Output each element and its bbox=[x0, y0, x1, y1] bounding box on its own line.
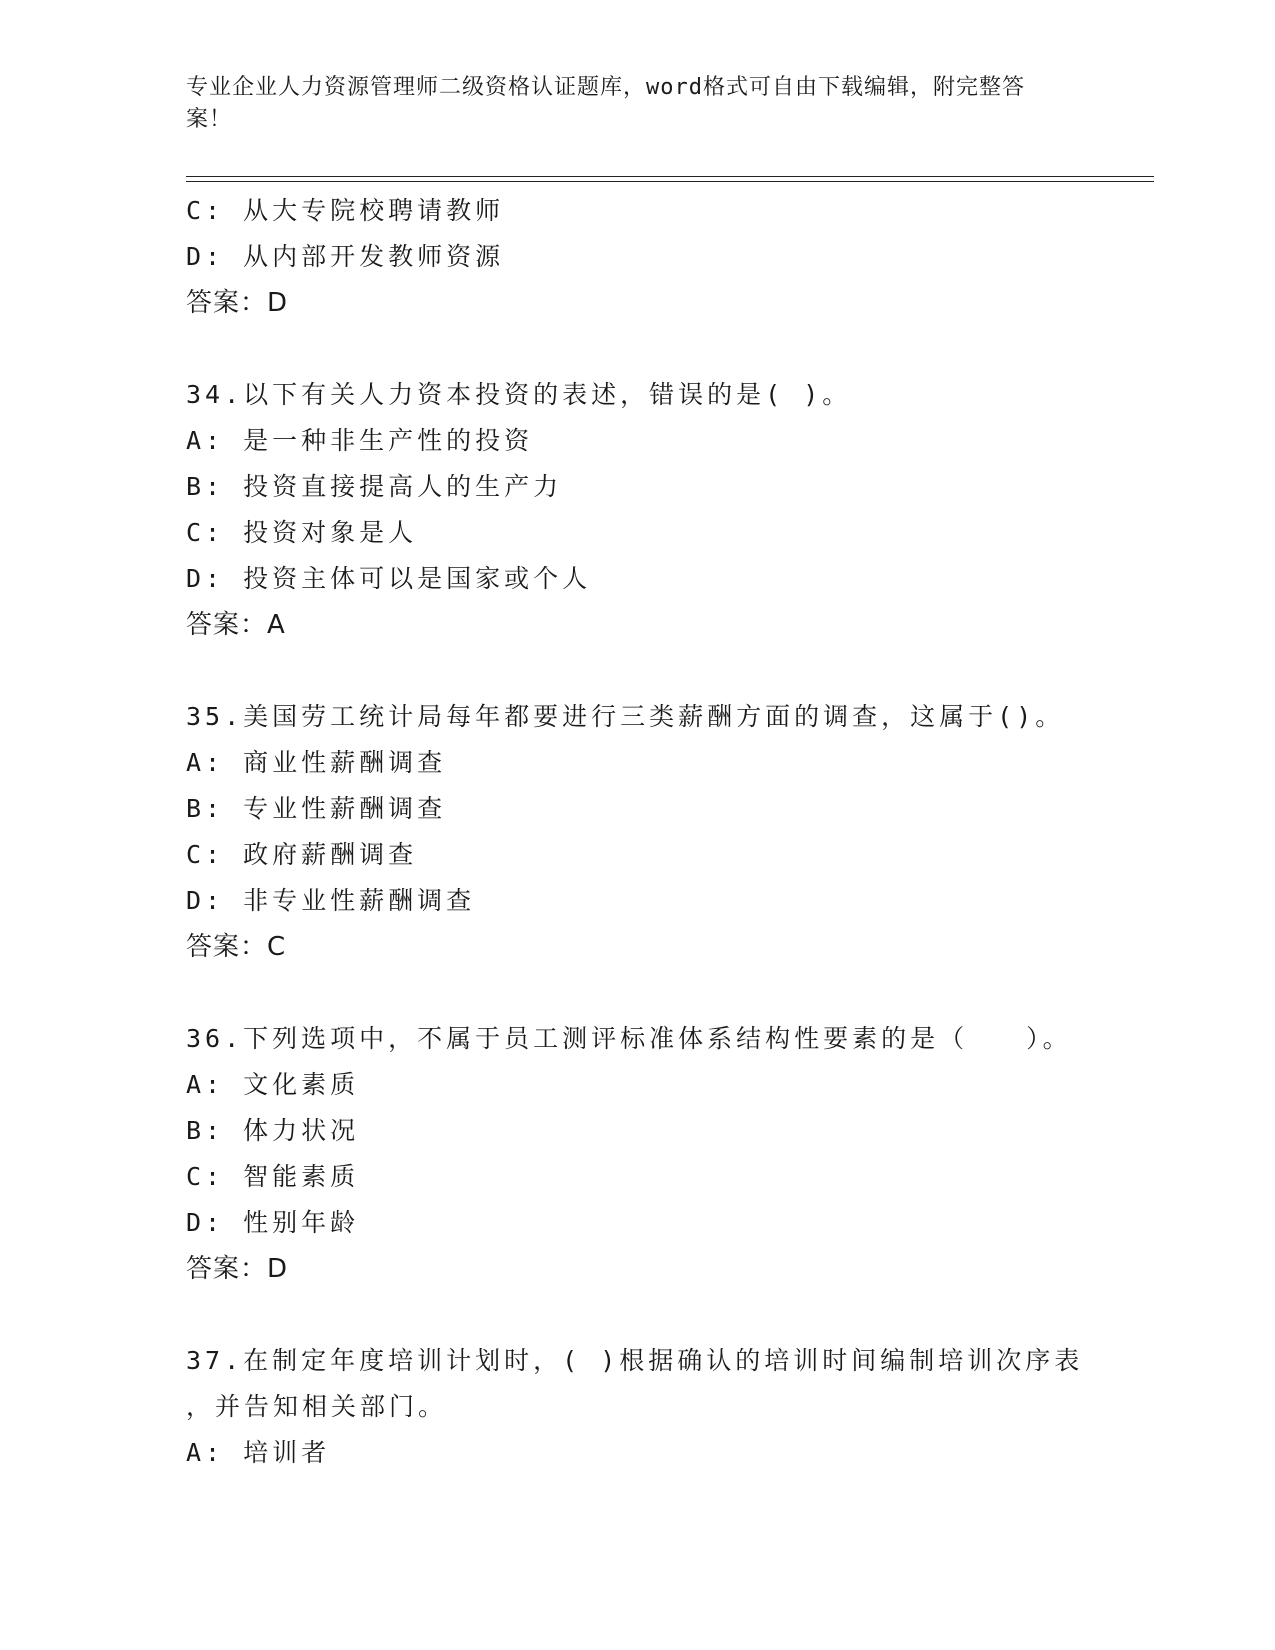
option-b: B: 专业性薪酬调查 bbox=[186, 794, 447, 823]
option-c: C: 智能素质 bbox=[186, 1162, 360, 1191]
option-d: D: 从内部开发教师资源 bbox=[186, 242, 505, 271]
answer-label: 答案：D bbox=[186, 1254, 289, 1284]
answer-label: 答案：A bbox=[186, 610, 286, 640]
question-block-36 bbox=[186, 1016, 1086, 1292]
document-header: 专业企业人力资源管理师二级资格认证题库，word格式可自由下载编辑，附完整答案！ bbox=[186, 75, 1025, 132]
question-stem-line-1: 37.在制定年度培训计划时，( )根据确认的培训时间编制培训次序表 bbox=[186, 1346, 1084, 1375]
question-stem: 36.下列选项中，不属于员工测评标准体系结构性要素的是（ ）。 bbox=[186, 1024, 1072, 1053]
option-d: D: 投资主体可以是国家或个人 bbox=[186, 564, 592, 593]
option-a: A: 培训者 bbox=[186, 1438, 331, 1467]
question-block-37 bbox=[186, 1338, 1086, 1476]
question-list bbox=[186, 188, 1086, 1476]
answer-label: 答案：C bbox=[186, 932, 287, 962]
option-d: D: 性别年龄 bbox=[186, 1208, 360, 1237]
answer-label: 答案：D bbox=[186, 288, 289, 318]
question-stem: 34.以下有关人力资本投资的表述，错误的是( )。 bbox=[186, 380, 852, 409]
question-stem: 35.美国劳工统计局每年都要进行三类薪酬方面的调查，这属于()。 bbox=[186, 702, 1065, 731]
option-c: C: 从大专院校聘请教师 bbox=[186, 196, 505, 225]
option-a: A: 是一种非生产性的投资 bbox=[186, 426, 534, 455]
question-stem-line-2: ，并告知相关部门。 bbox=[186, 1392, 448, 1421]
option-a: A: 文化素质 bbox=[186, 1070, 360, 1099]
question-block-34 bbox=[186, 372, 1086, 648]
option-c: C: 政府薪酬调查 bbox=[186, 840, 418, 869]
question-block-35 bbox=[186, 694, 1086, 970]
header-rule-top bbox=[186, 176, 1154, 177]
option-c: C: 投资对象是人 bbox=[186, 518, 418, 547]
option-a: A: 商业性薪酬调查 bbox=[186, 748, 447, 777]
option-d: D: 非专业性薪酬调查 bbox=[186, 886, 476, 915]
option-b: B: 体力状况 bbox=[186, 1116, 360, 1145]
header-rule-bottom bbox=[186, 181, 1154, 182]
question-block-33 bbox=[186, 188, 1086, 326]
option-b: B: 投资直接提高人的生产力 bbox=[186, 472, 563, 501]
